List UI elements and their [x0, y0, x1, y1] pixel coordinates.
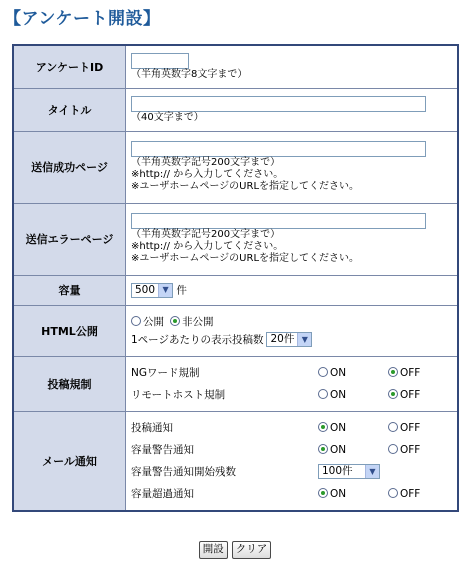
radio-ng-word-on[interactable]: [318, 367, 328, 377]
survey-id-input[interactable]: [131, 53, 189, 69]
ng-word-off-option[interactable]: [388, 367, 453, 379]
error-page-note-length: （半角英数字記号200文字まで）: [131, 229, 281, 240]
survey-id-label: アンケートID: [13, 45, 126, 88]
over-notify-on-option[interactable]: [318, 488, 388, 500]
capacity-warning-on-label: ON: [330, 443, 347, 456]
chevron-down-icon[interactable]: ▼: [158, 284, 172, 297]
radio-public[interactable]: [131, 316, 141, 326]
html-publish-cell: [126, 305, 459, 356]
over-notify-off-label: OFF: [400, 487, 421, 500]
success-page-label: 送信成功ページ: [13, 131, 126, 203]
ng-word-on-label: ON: [330, 366, 347, 379]
post-notify-off-option[interactable]: [388, 422, 453, 434]
chevron-down-icon[interactable]: ▼: [365, 465, 379, 478]
warning-start-select[interactable]: [318, 464, 380, 479]
title-label: タイトル: [13, 88, 126, 131]
capacity-select[interactable]: [131, 283, 173, 298]
ng-word-on-option[interactable]: [318, 367, 388, 379]
row-post-restriction: [13, 356, 458, 411]
survey-form-table: [12, 44, 459, 512]
publish-public-label: 公開: [143, 315, 164, 328]
row-capacity: [13, 275, 458, 305]
row-success-page: [13, 131, 458, 203]
per-page-select[interactable]: [266, 332, 312, 347]
mail-notify-label: メール通知: [13, 411, 126, 511]
success-page-url-input[interactable]: [131, 141, 426, 157]
publish-radio-group: [131, 313, 453, 331]
per-page-label: 1ページあたりの表示投稿数: [131, 333, 264, 346]
form-actions: [0, 541, 470, 559]
capacity-select-value: 500: [135, 283, 156, 296]
chevron-down-icon[interactable]: ▼: [297, 333, 311, 346]
radio-post-notify-on[interactable]: [318, 422, 328, 432]
post-notify-off-label: OFF: [400, 421, 421, 434]
success-page-note-length: （半角英数字記号200文字まで）: [131, 157, 281, 168]
row-html-publish: [13, 305, 458, 356]
remote-host-row: [131, 384, 453, 406]
remote-host-on-option[interactable]: [318, 389, 388, 401]
error-page-cell: [126, 203, 459, 275]
row-survey-id: [13, 45, 458, 88]
clear-button[interactable]: クリア: [232, 541, 272, 559]
survey-id-cell: [126, 45, 459, 88]
row-error-page: [13, 203, 458, 275]
mail-notify-cell: [126, 411, 459, 511]
warning-start-label: 容量警告通知開始残数: [131, 465, 236, 478]
ng-word-row: [131, 362, 453, 384]
remote-host-off-option[interactable]: [388, 389, 453, 401]
capacity-cell: [126, 275, 459, 305]
error-page-url-input[interactable]: [131, 213, 426, 229]
publish-private-label: 非公開: [182, 315, 214, 328]
success-page-note-http: ※http:// から入力してください。: [131, 169, 284, 180]
capacity-warning-off-option[interactable]: [388, 444, 453, 456]
ng-word-off-label: OFF: [400, 366, 421, 379]
remote-host-on-label: ON: [330, 388, 347, 401]
capacity-warning-label: 容量警告通知: [131, 443, 194, 456]
post-restriction-cell: [126, 356, 459, 411]
per-page-select-value: 20件: [270, 333, 295, 345]
radio-remote-host-on[interactable]: [318, 389, 328, 399]
over-notify-on-label: ON: [330, 487, 347, 500]
radio-over-notify-off[interactable]: [388, 488, 398, 498]
radio-ng-word-off[interactable]: [388, 367, 398, 377]
ng-word-label: NGワード規制: [131, 366, 200, 379]
remote-host-label: リモートホスト規制: [131, 388, 226, 401]
radio-over-notify-on[interactable]: [318, 488, 328, 498]
capacity-warning-off-label: OFF: [400, 443, 421, 456]
survey-id-note: （半角英数字8文字まで）: [131, 68, 248, 80]
title-note: （40文字まで）: [131, 111, 204, 123]
over-notify-off-option[interactable]: [388, 488, 453, 500]
radio-capacity-warning-on[interactable]: [318, 444, 328, 454]
submit-button[interactable]: 開設: [199, 541, 228, 559]
html-publish-label: HTML公開: [13, 305, 126, 356]
capacity-warning-row: [131, 439, 453, 461]
error-page-label: 送信エラーページ: [13, 203, 126, 275]
radio-post-notify-off[interactable]: [388, 422, 398, 432]
over-notify-label: 容量超過通知: [131, 487, 194, 500]
capacity-label: 容量: [13, 275, 126, 305]
over-notify-row: [131, 483, 453, 505]
error-page-note-http: ※http:// から入力してください。: [131, 241, 284, 252]
per-page-row: [131, 331, 453, 349]
radio-remote-host-off[interactable]: [388, 389, 398, 399]
title-input[interactable]: [131, 96, 426, 112]
success-page-cell: [126, 131, 459, 203]
radio-capacity-warning-off[interactable]: [388, 444, 398, 454]
publish-private-option[interactable]: [170, 316, 214, 328]
post-notify-label: 投稿通知: [131, 421, 173, 434]
capacity-unit: 件: [176, 284, 187, 296]
success-page-note-url: ※ユーザホームページのURLを指定してください。: [131, 181, 360, 192]
warning-start-row: [131, 461, 453, 483]
warning-start-select-value: 100件: [322, 465, 353, 478]
row-mail-notify: [13, 411, 458, 511]
post-notify-on-option[interactable]: [318, 422, 388, 434]
title-cell: [126, 88, 459, 131]
remote-host-off-label: OFF: [400, 388, 421, 401]
post-restriction-label: 投稿規制: [13, 356, 126, 411]
capacity-warning-on-option[interactable]: [318, 444, 388, 456]
post-notify-row: [131, 417, 453, 439]
post-notify-on-label: ON: [330, 421, 347, 434]
publish-public-option[interactable]: [131, 316, 164, 328]
radio-private[interactable]: [170, 316, 180, 326]
page-title: 【アンケート開設】: [4, 9, 161, 29]
error-page-note-url: ※ユーザホームページのURLを指定してください。: [131, 253, 360, 264]
row-title: [13, 88, 458, 131]
